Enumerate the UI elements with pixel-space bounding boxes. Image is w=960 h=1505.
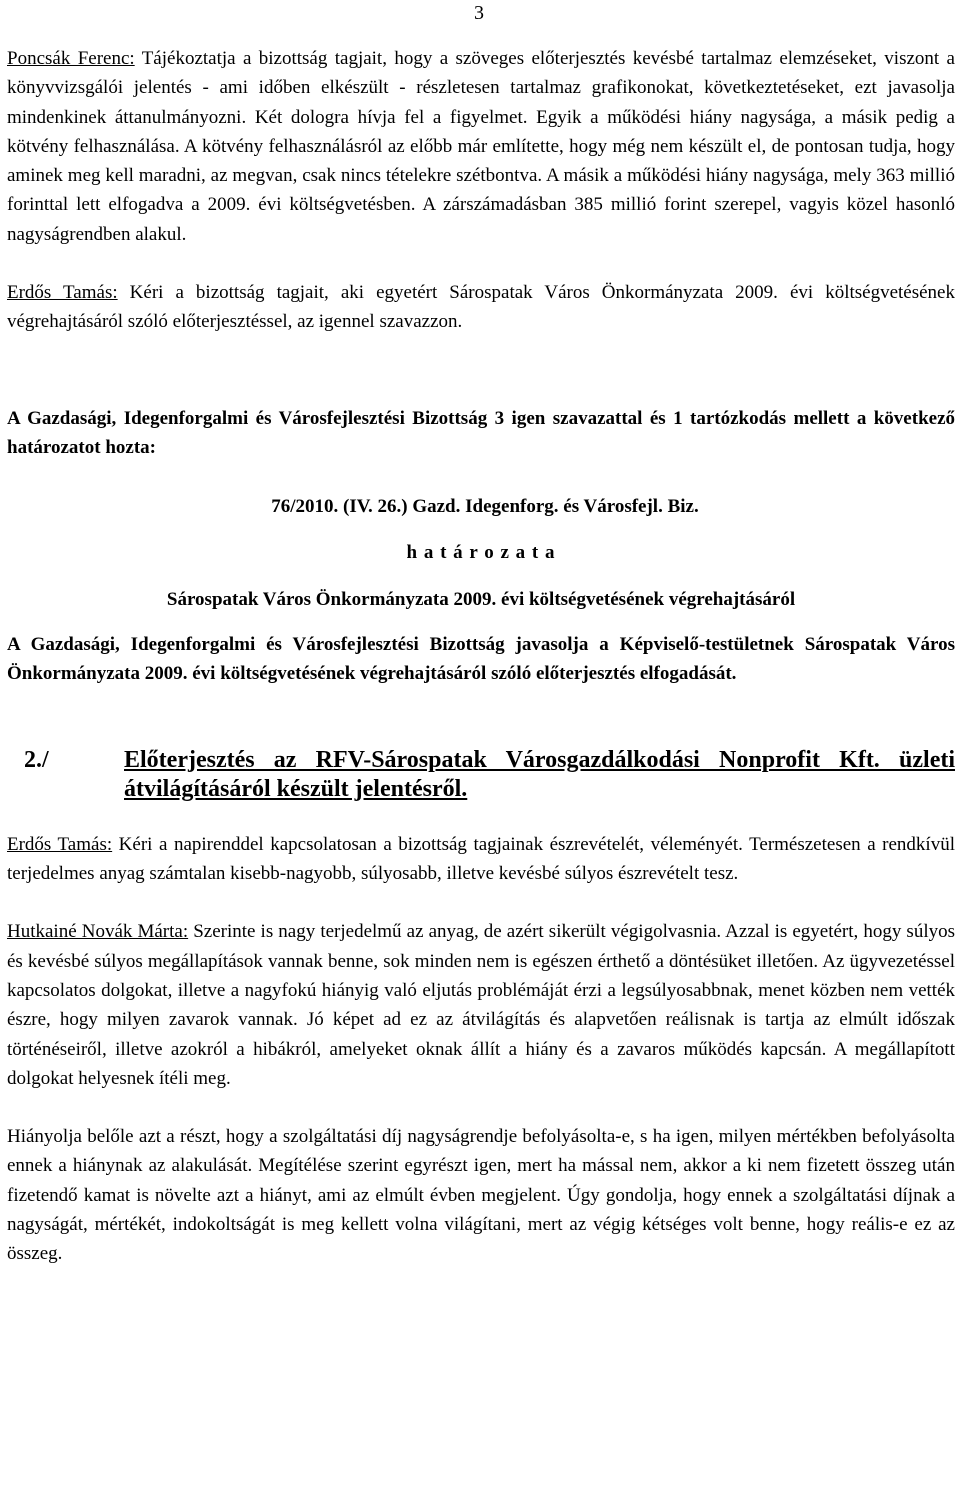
statement-erdos-1	[7, 278, 955, 337]
speaker-name: Poncsák Ferenc:	[7, 48, 135, 69]
document-body	[7, 44, 955, 1269]
resolution-number: 76/2010. (IV. 26.) Gazd. Idegenforg. és Városfejl. Biz.	[271, 496, 699, 518]
resolution-intro: A Gazdasági, Idegenforgalmi és Városfejlesztési Bizottság 3 igen szavazattal és 1 tartózkodás mellett a következő határozatot hozta:	[7, 407, 955, 458]
agenda-item	[7, 746, 955, 804]
resolution-heading: h a t á r o z a t a	[406, 541, 556, 563]
agenda-title: Előterjesztés az RFV-Sárospatak Városgazdálkodási Nonprofit Kft. üzleti átvilágításáról készült jelentésről.	[124, 746, 955, 802]
page-number: 3	[474, 2, 484, 24]
speaker-name: Erdős Tamás:	[7, 282, 118, 304]
statement-text: Tájékoztatja a bizottság tagjait, hogy a szöveges előterjesztés kevésbé tartalmaz elemzéseket, viszont a könyvvizsgálói jelentés - ami időben elkészült - részletesen tartalmaz grafikonokat, következtetéseket, ezt javasolja mindenkinek áttanulmányozni. Két dologra hívja fel a figyelmet. Egyik a működési hiány nagysága, a másik pedig a kötvény felhasználása. A kötvény felhasználásról az előbb már említette, hogy még nem készült el, de pontosan tudja, hogy aminek meg kell maradni, az megvan, csak nincs tételekre szétbontva. A másik a működési hiány nagysága, mely 363 millió forinttal lett elfogadva a 2009. évi költségvetésben. A zárszámadásban 385 millió forint szerepel, vagyis közel hasonló nagyságrendben alakul.	[7, 48, 955, 245]
resolution-subject: Sárospatak Város Önkormányzata 2009. évi költségvetésének végrehajtásáról	[166, 588, 796, 610]
resolution-body: A Gazdasági, Idegenforgalmi és Városfejlesztési Bizottság javasolja a Képviselő-testületnek Sárospatak Város Önkormányzata 2009. évi költségvetésének végrehajtásáról szóló előterjesztés elfogadását.	[7, 634, 955, 685]
statement-poncsak	[7, 44, 955, 249]
agenda-number: 2./	[24, 746, 49, 773]
statement-text: Kéri a napirenddel kapcsolatosan a bizottság tagjainak észrevételét, véleményét. Természetesen a rendkívül terjedelmes anyag számtalan kisebb-nagyobb, súlyosabb, illetve kevésbé súlyos észrevételt tesz.	[7, 833, 955, 885]
speaker-name: Erdős Tamás:	[7, 833, 113, 855]
speaker-name: Hutkainé Novák Márta:	[7, 921, 189, 943]
statement-erdos-2	[7, 830, 955, 889]
statement-hutkaine-continued: Hiányolja belőle azt a részt, hogy a szolgáltatási díj nagyságrendje befolyásolta-e, s ha igen, milyen mértékben befolyásolta ennek a hiánynak az alakulását. Megítélése szerint egyrészt igen, mert ha mással nem, akkor a ki nem fizetett összeg után fizetendő kamat is növelte azt a hiányt, ami az elmúlt évben megjelent. Úgy gondolja, hogy ennek a szolgáltatási díjnak a nagyságát, mértékét, indokoltságát is meg kellett volna világítani, mert az végig kétséges volt benne, hogy reális-e ez az összeg.	[7, 1126, 955, 1265]
statement-text: Kéri a bizottság tagjait, aki egyetért Sárospatak Város Önkormányzata 2009. évi költségvetésének végrehajtásáról szóló előterjesztéssel, az igennel szavazzon.	[7, 282, 955, 333]
statement-hutkaine	[7, 917, 955, 1093]
statement-text: Szerinte is nagy terjedelmű az anyag, de azért sikerült végigolvasnia. Azzal is egyetért, hogy súlyos és kevésbé súlyos megállapítások vannak benne, sok minden nem is egészen érthető a döntésüket illetően. Az ügyvezetéssel kapcsolatos dolgokat, illetve a nagyfokú hiányig való eljutás problémáját érzi a legsúlyosabbnak, menet közben nem vették észre, hogy milyen zavarok vannak. Jó képet ad ez az átvilágítás és alapvetően reálisnak is tartja az elmúlt időszak történéseiről, illetve azokról a hibákról, amelyeket oknak állít a hiány és a zavaros működés kapcsán. A megállapított dolgokat helyesnek ítéli meg.	[7, 921, 955, 1089]
